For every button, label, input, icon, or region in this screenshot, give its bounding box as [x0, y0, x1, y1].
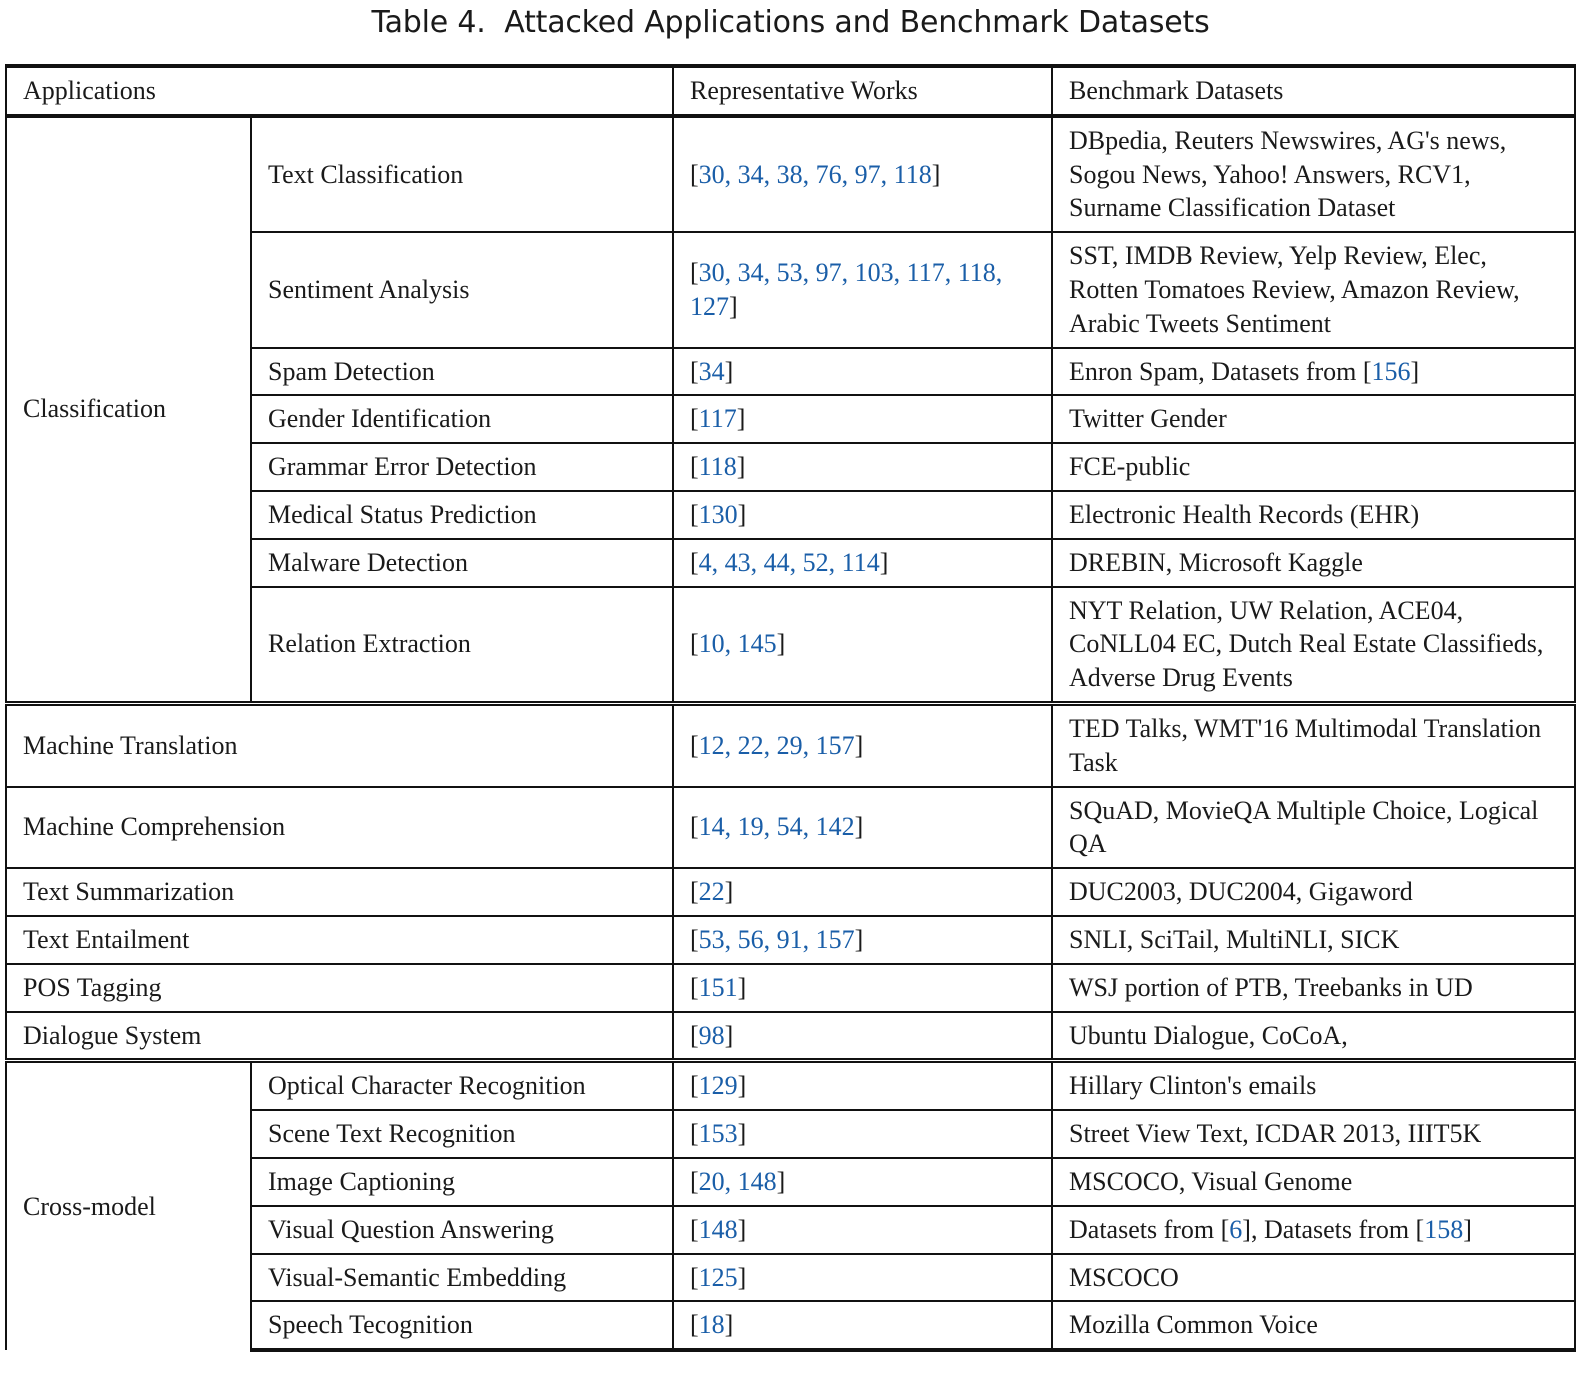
- attacked-applications-table: [5, 64, 1576, 1352]
- datasets-text-entailment: SNLI, SciTail, MultiNLI, SICK: [1052, 916, 1575, 964]
- task-relation-extraction: Relation Extraction: [251, 587, 673, 704]
- citation-list[interactable]: 151: [698, 972, 738, 1002]
- table-caption: Table 4. Attacked Applications and Benchmark Datasets: [371, 5, 1210, 40]
- works-sentiment-analysis: [30, 34, 53, 97, 103, 117, 118, 127]: [673, 232, 1052, 347]
- datasets-dialogue-system: Ubuntu Dialogue, CoCoA,: [1052, 1012, 1575, 1061]
- datasets-pos-tagging: WSJ portion of PTB, Treebanks in UD: [1052, 964, 1575, 1012]
- datasets-visual-question-answering: [1052, 1206, 1575, 1254]
- datasets-gender-identification: Twitter Gender: [1052, 395, 1575, 443]
- task-text-entailment: Text Entailment: [6, 916, 673, 964]
- task-pos-tagging: POS Tagging: [6, 964, 673, 1012]
- citation-list[interactable]: 125: [698, 1262, 738, 1292]
- task-visual-semantic-embedding: Visual-Semantic Embedding: [251, 1254, 673, 1302]
- works-image-captioning: [20, 148]: [673, 1158, 1052, 1206]
- citation-ref[interactable]: 6: [1229, 1214, 1243, 1244]
- task-machine-translation: Machine Translation: [6, 703, 673, 786]
- citation-list[interactable]: 10, 145: [698, 629, 777, 659]
- datasets-medical-status-prediction: Electronic Health Records (EHR): [1052, 491, 1575, 539]
- table-row: [6, 703, 1575, 786]
- works-optical-character-recognition: [129]: [673, 1061, 1052, 1110]
- datasets-image-captioning: MSCOCO, Visual Genome: [1052, 1158, 1575, 1206]
- table-row: [6, 1061, 1575, 1110]
- table-row: [6, 868, 1575, 916]
- task-medical-status-prediction: Medical Status Prediction: [251, 491, 673, 539]
- citation-list[interactable]: 53, 56, 91, 157: [698, 924, 855, 954]
- citation-list[interactable]: 14, 19, 54, 142: [698, 812, 855, 842]
- datasets-text: Enron Spam, Datasets from [: [1069, 356, 1372, 386]
- works-grammar-error-detection: [118]: [673, 443, 1052, 491]
- datasets-text-mid: ], Datasets from [: [1242, 1214, 1425, 1244]
- task-image-captioning: Image Captioning: [251, 1158, 673, 1206]
- works-gender-identification: [117]: [673, 395, 1052, 443]
- citation-list[interactable]: 117: [698, 404, 737, 434]
- task-grammar-error-detection: Grammar Error Detection: [251, 443, 673, 491]
- citation-list[interactable]: 153: [698, 1119, 738, 1149]
- citation-list[interactable]: 30, 34, 53, 97, 103, 117, 118, 127: [690, 258, 1003, 321]
- datasets-spam-detection: [1052, 348, 1575, 396]
- datasets-text: Datasets from [: [1069, 1214, 1230, 1244]
- works-visual-semantic-embedding: [125]: [673, 1254, 1052, 1302]
- datasets-relation-extraction: NYT Relation, UW Relation, ACE04, CoNLL04 EC, Dutch Real Estate Classifieds, Adverse Drug Events: [1052, 587, 1575, 704]
- datasets-machine-comprehension: SQuAD, MovieQA Multiple Choice, Logical QA: [1052, 787, 1575, 869]
- works-scene-text-recognition: [153]: [673, 1110, 1052, 1158]
- citation-list[interactable]: 20, 148: [698, 1166, 777, 1196]
- datasets-text-classification: DBpedia, Reuters Newswires, AG's news, Sogou News, Yahoo! Answers, RCV1, Surname Classification Dataset: [1052, 116, 1575, 232]
- citation-list[interactable]: 98: [698, 1020, 725, 1050]
- works-spam-detection: [34]: [673, 348, 1052, 396]
- table-row: [6, 964, 1575, 1012]
- task-text-classification: Text Classification: [251, 116, 673, 232]
- citation-ref[interactable]: 158: [1424, 1214, 1464, 1244]
- datasets-text-summarization: DUC2003, DUC2004, Gigaword: [1052, 868, 1575, 916]
- table-header: [6, 66, 1575, 116]
- citation-list[interactable]: 129: [698, 1071, 738, 1101]
- citation-list[interactable]: 18: [698, 1310, 725, 1340]
- citation-ref[interactable]: 156: [1371, 356, 1411, 386]
- table-row: [6, 1012, 1575, 1061]
- datasets-sentiment-analysis: SST, IMDB Review, Yelp Review, Elec, Rotten Tomatoes Review, Amazon Review, Arabic Tweets Sentiment: [1052, 232, 1575, 347]
- task-malware-detection: Malware Detection: [251, 539, 673, 587]
- task-dialogue-system: Dialogue System: [6, 1012, 673, 1061]
- citation-list[interactable]: 22: [698, 877, 725, 907]
- works-medical-status-prediction: [130]: [673, 491, 1052, 539]
- table-row: [6, 916, 1575, 964]
- table-body: [6, 116, 1575, 1350]
- datasets-machine-translation: TED Talks, WMT'16 Multimodal Translation Task: [1052, 703, 1575, 786]
- works-machine-translation: [12, 22, 29, 157]: [673, 703, 1052, 786]
- works-text-summarization: [22]: [673, 868, 1052, 916]
- group-label-cross-model: Cross-model: [6, 1061, 251, 1350]
- citation-list[interactable]: 148: [698, 1214, 738, 1244]
- citation-list[interactable]: 34: [698, 356, 725, 386]
- works-text-classification: [30, 34, 38, 76, 97, 118]: [673, 116, 1052, 232]
- citation-list[interactable]: 130: [698, 499, 738, 529]
- datasets-speech-recognition: Mozilla Common Voice: [1052, 1301, 1575, 1350]
- group-label-classification: Classification: [6, 116, 251, 704]
- column-header-applications: Applications: [6, 66, 673, 116]
- task-visual-question-answering: Visual Question Answering: [251, 1206, 673, 1254]
- works-relation-extraction: [10, 145]: [673, 587, 1052, 704]
- citation-list[interactable]: 118: [698, 452, 737, 482]
- datasets-text-suffix: ]: [1410, 356, 1420, 386]
- table-row: [6, 116, 1575, 232]
- table-row: [6, 787, 1575, 869]
- task-optical-character-recognition: Optical Character Recognition: [251, 1061, 673, 1110]
- header-row: [6, 66, 1575, 116]
- task-scene-text-recognition: Scene Text Recognition: [251, 1110, 673, 1158]
- citation-list[interactable]: 4, 43, 44, 52, 114: [698, 547, 880, 577]
- works-malware-detection: [4, 43, 44, 52, 114]: [673, 539, 1052, 587]
- works-dialogue-system: [98]: [673, 1012, 1052, 1061]
- task-text-summarization: Text Summarization: [6, 868, 673, 916]
- works-visual-question-answering: [148]: [673, 1206, 1052, 1254]
- citation-list[interactable]: 12, 22, 29, 157: [698, 730, 855, 760]
- works-pos-tagging: [151]: [673, 964, 1052, 1012]
- task-machine-comprehension: Machine Comprehension: [6, 787, 673, 869]
- column-header-representative-works: Representative Works: [673, 66, 1052, 116]
- datasets-malware-detection: DREBIN, Microsoft Kaggle: [1052, 539, 1575, 587]
- column-header-benchmark-datasets: Benchmark Datasets: [1052, 66, 1575, 116]
- datasets-text-suffix: ]: [1463, 1214, 1472, 1244]
- datasets-grammar-error-detection: FCE-public: [1052, 443, 1575, 491]
- works-speech-recognition: [18]: [673, 1301, 1052, 1350]
- task-spam-detection: Spam Detection: [251, 348, 673, 396]
- task-gender-identification: Gender Identification: [251, 395, 673, 443]
- datasets-scene-text-recognition: Street View Text, ICDAR 2013, IIIT5K: [1052, 1110, 1575, 1158]
- works-machine-comprehension: [14, 19, 54, 142]: [673, 787, 1052, 869]
- citation-list[interactable]: 30, 34, 38, 76, 97, 118: [698, 159, 932, 189]
- task-sentiment-analysis: Sentiment Analysis: [251, 232, 673, 347]
- task-speech-recognition: Speech Tecognition: [251, 1301, 673, 1350]
- works-text-entailment: [53, 56, 91, 157]: [673, 916, 1052, 964]
- datasets-optical-character-recognition: Hillary Clinton's emails: [1052, 1061, 1575, 1110]
- datasets-visual-semantic-embedding: MSCOCO: [1052, 1254, 1575, 1302]
